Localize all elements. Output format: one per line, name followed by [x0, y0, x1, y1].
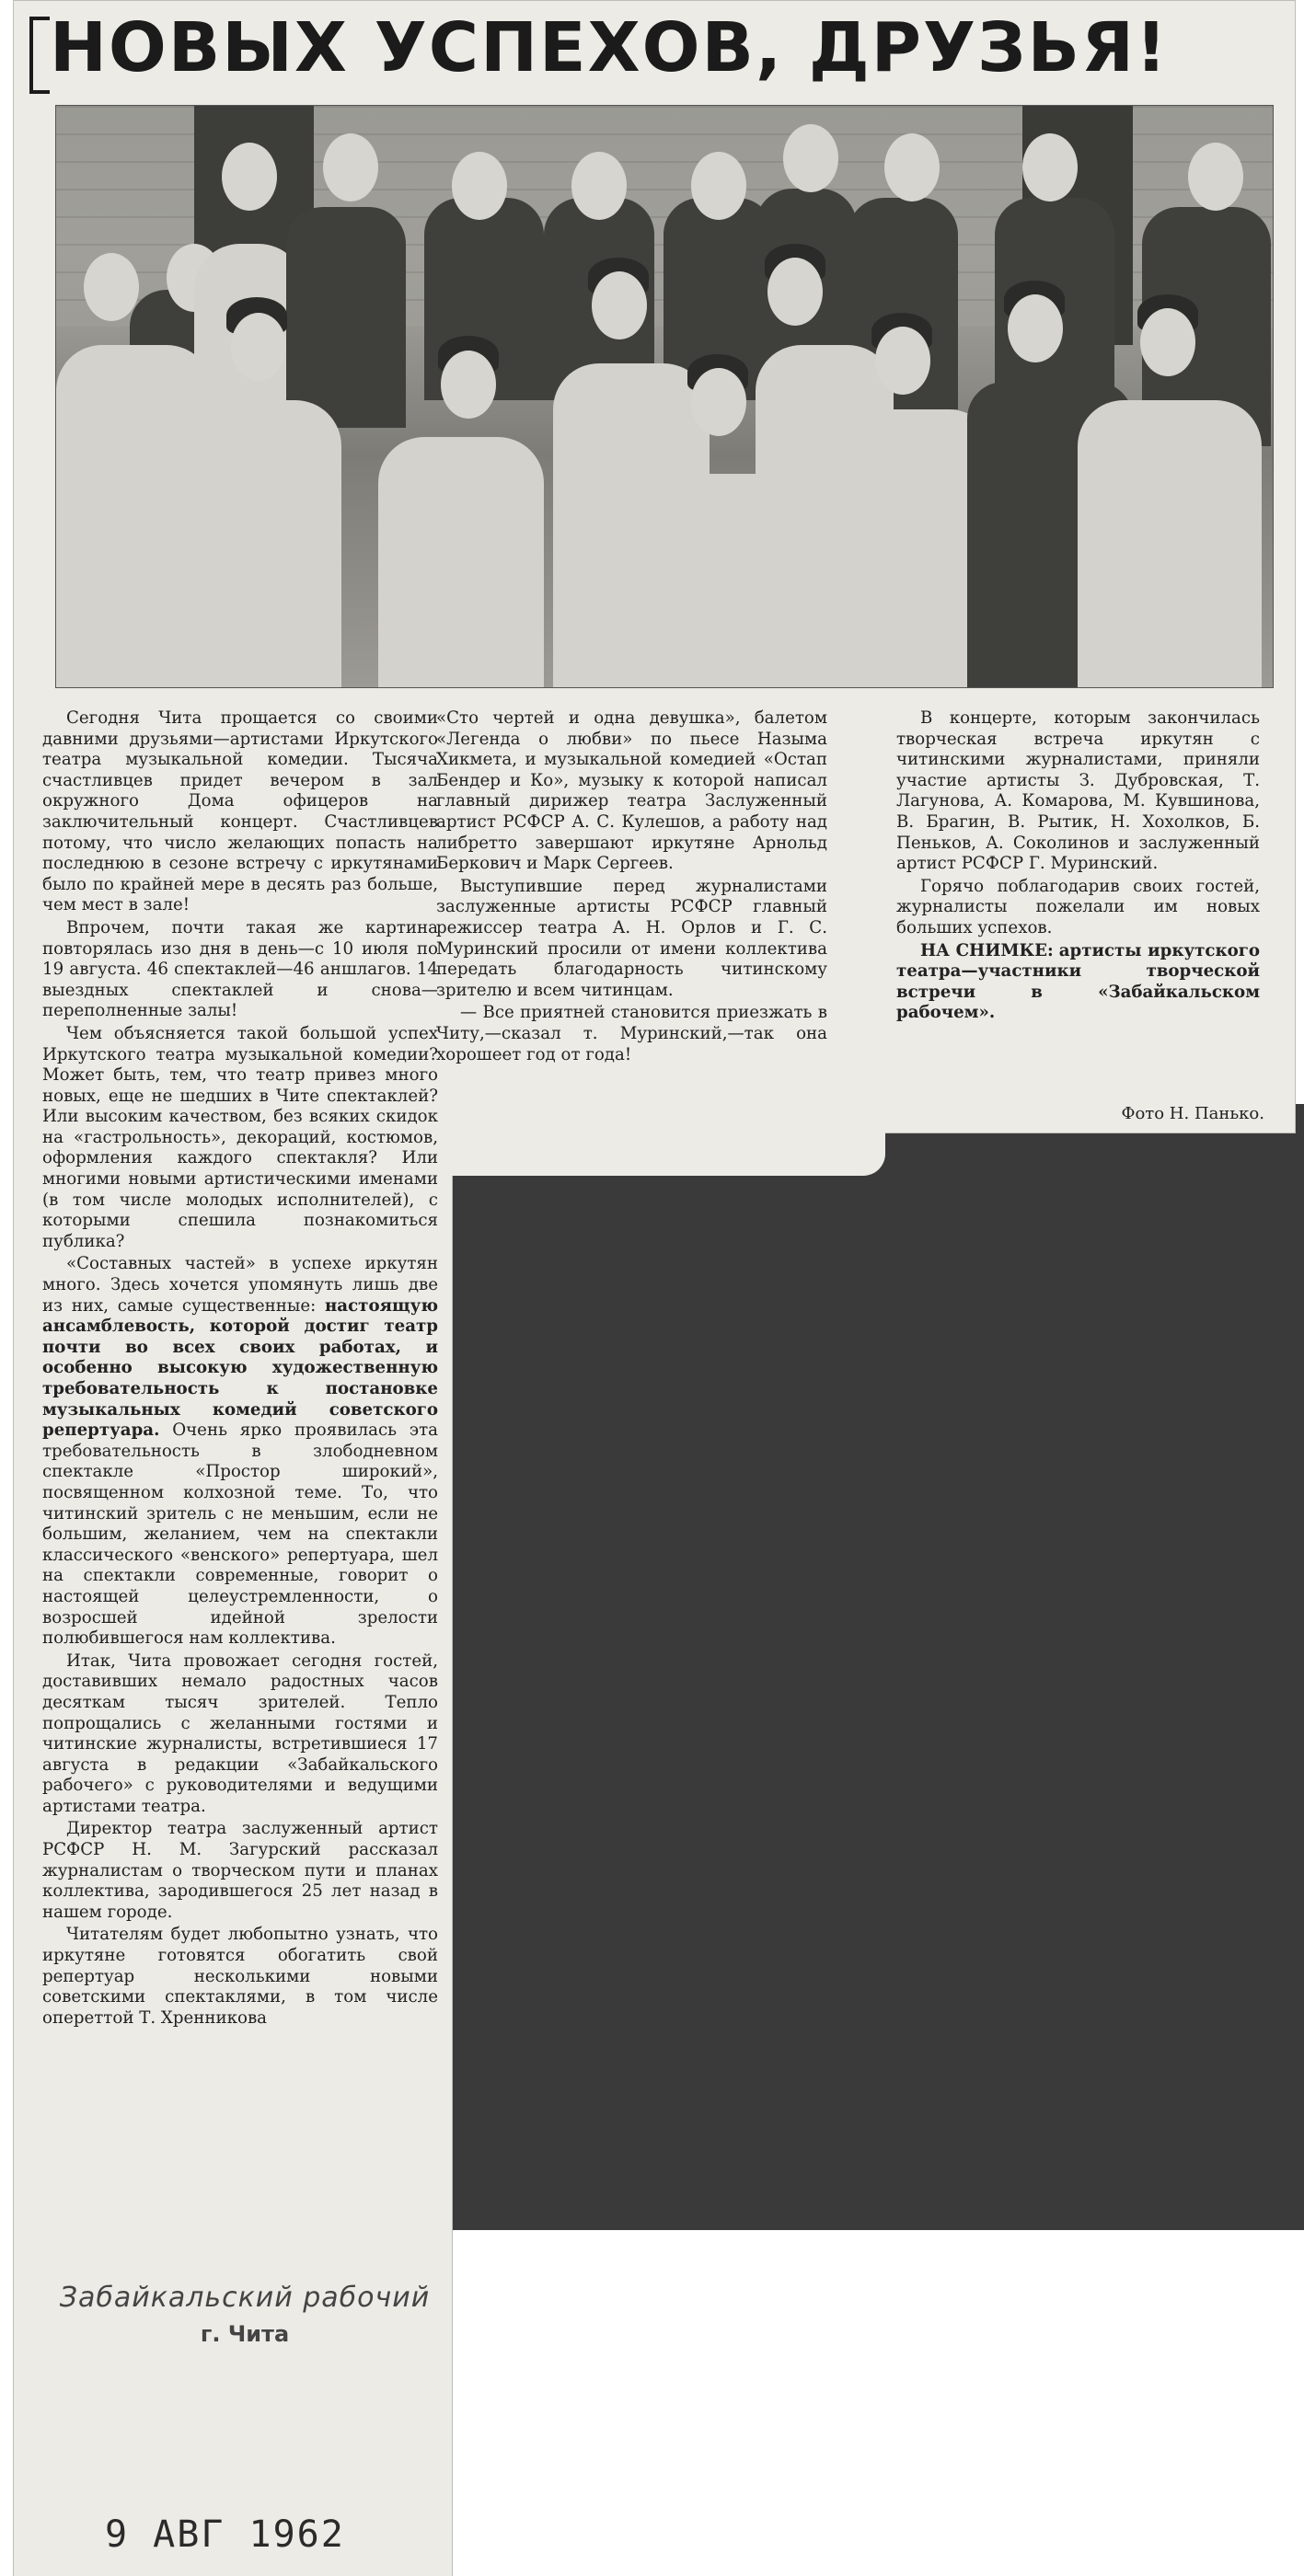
clipping-middle-tab — [429, 1130, 885, 1176]
source-stamp — [33, 2282, 456, 2347]
paragraph: Директор театра заслуженный артист РСФСР Н. М. Загурский рассказал журналистам о творческом пути и планах коллектива, зародившегося 25 лет назад в нашем городе. — [42, 1819, 438, 1922]
paragraph: Горячо поблагодарив своих гостей, журналисты пожелали им новых больших успехов. — [896, 876, 1260, 937]
paragraph — [42, 1254, 438, 1649]
caption-text: артисты иркутского театра—участники творческой встречи в «Забайкальском рабочем». — [896, 940, 1260, 1023]
paragraph-continuation: Очень ярко проявилась эта требовательность в злободневном спектакле «Простор широкий», посвященном колхозной теме. То, что читинский зритель с не меньшим, если не большим, желанием, чем на спектакли классического «венского» репертуара, шел на спектакли современные, говорит о настоящей целеустремленности, о возросшей идейной зрелости полюбившегося нам коллектива. — [42, 1420, 438, 1649]
headline: НОВЫХ УСПЕХОВ, ДРУЗЬЯ! — [50, 6, 1283, 90]
paragraph: Впрочем, почти такая же картина повторялась изо дня в день—с 10 июля по 19 августа. 46 спектаклей—46 аншлагов. 14 выездных спектаклей и снова—переполненные залы! — [42, 917, 438, 1021]
paragraph: «Сто чертей и одна девушка», балетом «Легенда о любви» по пьесе Назыма Хикмета, и музыкальной комедией «Остап Бендер и Ко», музыку к которой написал главный дирижер театра Заслуженный артист РСФСР А. С. Кулешов, а работу над либретто завершают иркутяне Арнольд Беркович и Марк Сергеев. — [436, 708, 827, 874]
source-city: г. Чита — [200, 2321, 290, 2347]
source-paper-name: Забайкальский рабочий — [59, 2282, 431, 2314]
photo-credit: Фото Н. Панько. — [1121, 1104, 1264, 1123]
paragraph: Итак, Чита провожает сегодня гостей, доставивших немало радостных часов десяткам тысяч зрителей. Тепло попрощались с желанными гостями и читинские журналисты, встретившиеся 17 августа в редакции «Забайкальского рабочего» с руководителями и ведущими артистами театра. — [42, 1650, 438, 1816]
article-column-2 — [436, 708, 827, 1067]
article-column-1 — [42, 708, 438, 2030]
newspaper-clipping — [13, 0, 1294, 2576]
caption-label: НА СНИМКЕ: — [920, 940, 1054, 960]
paragraph-intro: «Составных частей» в успехе иркутян много. Здесь хочется упомянуть лишь две из них, самые существенные: — [42, 1254, 438, 1316]
bold-emphasis: настоящую ансамблевость, которой достиг театр почти во всех своих работах, и особенно высокую художественную требовательность к постановке музыкальных комедий советского репертуара. — [42, 1295, 438, 1441]
article-column-3 — [896, 708, 1260, 1026]
photo-caption — [896, 941, 1260, 1024]
paragraph: Выступившие перед журналистами заслуженные артисты РСФСР главный режиссер театра А. Н. Орлов и Г. С. Муринский просили от имени коллектива передать благодарность читинскому зрителю и всем читинцам. — [436, 876, 827, 1000]
group-photo — [55, 105, 1274, 688]
paragraph: Читателям будет любопытно узнать, что иркутяне готовятся обогатить свой репертуар несколькими новыми советскими спектаклями, в том числе опереттой Т. Хренникова — [42, 1925, 438, 2028]
paragraph: В концерте, которым закончилась творческая встреча иркутян с читинскими журналистами, приняли участие артисты З. Дубровская, Т. Лагунова, А. Комарова, М. Кувшинова, В. Брагин, В. Рытик, Н. Хохолков, Б. Пеньков, А. Соколинов и заслуженный артист РСФСР Г. Муринский. — [896, 708, 1260, 874]
paragraph: Сегодня Чита прощается со своими давними друзьями—артистами Иркутского театра музыкальной комедии. Тысяча счастливцев придет вечером в зал окружного Дома офицеров на заключительный концерт. Счастливцев потому, что число желающих попасть на последнюю в сезоне встречу с иркутянами было по крайней мере в десять раз больше, чем мест в зале! — [42, 708, 438, 915]
paragraph: — Все приятней становится приезжать в Читу,—сказал т. Муринский,—так она хорошеет год от года! — [436, 1003, 827, 1064]
date-stamp: 9 АВГ 1962 — [105, 2513, 345, 2556]
paragraph: Чем объясняется такой большой успех Иркутского театра музыкальной комедии? Может быть, тем, что театр привез много новых, еще не шедших в Чите спектаклей? Или высоким качеством, без всяких скидок на «гастрольность», декораций, костюмов, оформления каждого спектакля? Или многими новыми артистическими именами (в том числе молодых исполнителей), с которыми спешила познакомиться публика? — [42, 1023, 438, 1251]
